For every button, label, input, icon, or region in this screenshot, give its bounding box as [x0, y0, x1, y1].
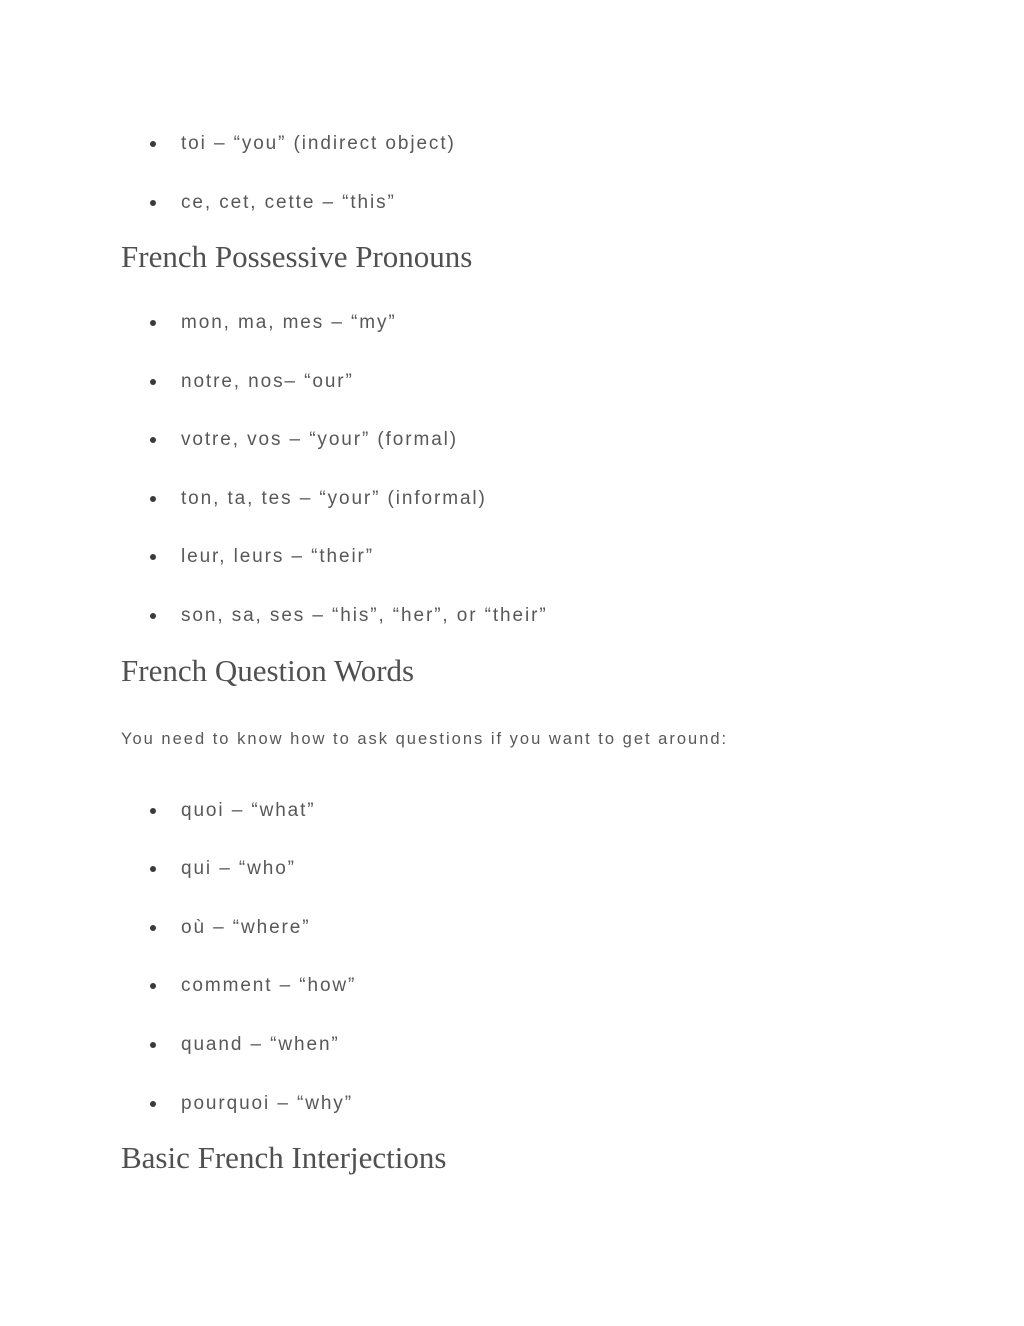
list-item-text: où – “where”: [181, 917, 311, 938]
section-heading-interjections: Basic French Interjections: [121, 1140, 447, 1175]
bullet-icon: [150, 866, 156, 872]
list-item: [150, 799, 316, 823]
list-item-text: leur, leurs – “their”: [181, 546, 375, 567]
bullet-icon: [150, 496, 156, 502]
section-heading-question-words: French Question Words: [121, 653, 415, 688]
list-item: [150, 1092, 353, 1116]
question-words-intro: You need to know how to ask questions if you want to get around:: [121, 730, 729, 748]
bullet-icon: [150, 141, 156, 147]
bullet-icon: [150, 1042, 156, 1048]
bullet-icon: [150, 808, 156, 814]
list-item: [150, 487, 487, 511]
list-item-text: ton, ta, tes – “your” (informal): [181, 488, 487, 509]
list-item-text: mon, ma, mes – “my”: [181, 312, 397, 333]
bullet-icon: [150, 437, 156, 443]
list-item: [150, 857, 296, 881]
list-item-text: ce, cet, cette – “this”: [181, 192, 396, 213]
bullet-icon: [150, 613, 156, 619]
list-item: [150, 974, 356, 998]
list-item-text: notre, nos– “our”: [181, 371, 354, 392]
list-item-text: votre, vos – “your” (formal): [181, 429, 459, 450]
list-item: [150, 916, 310, 940]
list-item: [150, 428, 458, 452]
list-item: [150, 370, 354, 394]
bullet-icon: [150, 200, 156, 206]
bullet-icon: [150, 983, 156, 989]
bullet-icon: [150, 379, 156, 385]
list-item: [150, 132, 456, 156]
list-item-text: quand – “when”: [181, 1034, 340, 1055]
bullet-icon: [150, 320, 156, 326]
list-item: [150, 191, 396, 215]
bullet-icon: [150, 1101, 156, 1107]
bullet-icon: [150, 925, 156, 931]
list-item-text: qui – “who”: [181, 858, 296, 879]
list-item-text: quoi – “what”: [181, 800, 316, 821]
list-item-text: son, sa, ses – “his”, “her”, or “their”: [181, 605, 548, 626]
bullet-icon: [150, 554, 156, 560]
list-item: [150, 604, 548, 628]
list-item-text: toi – “you” (indirect object): [181, 133, 456, 154]
list-item-text: comment – “how”: [181, 975, 357, 996]
section-heading-possessive-pronouns: French Possessive Pronouns: [121, 239, 473, 274]
list-item: [150, 1033, 340, 1057]
list-item-text: pourquoi – “why”: [181, 1093, 353, 1114]
list-item: [150, 545, 374, 569]
list-item: [150, 311, 397, 335]
